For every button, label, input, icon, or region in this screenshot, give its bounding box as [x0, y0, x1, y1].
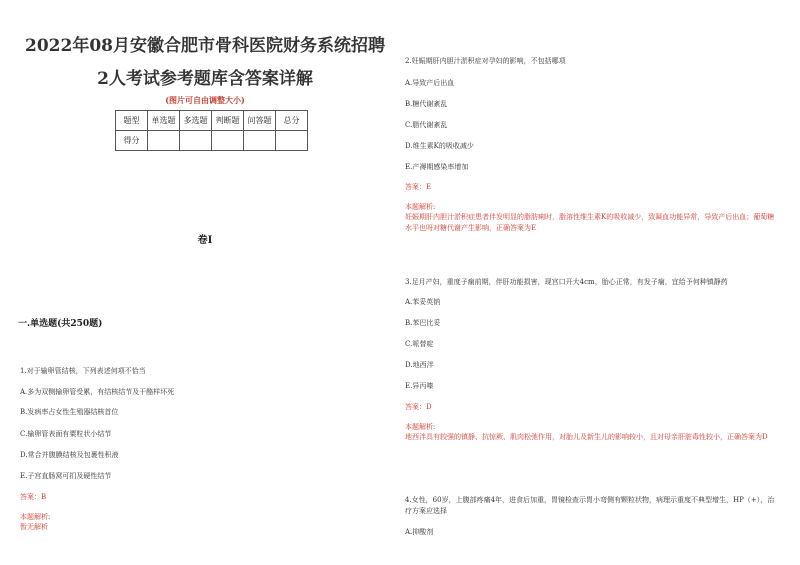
answer-text: 答案：D	[405, 403, 432, 411]
score-header-cell: 单选题	[148, 111, 180, 131]
answer-text: 答案：B	[20, 493, 47, 501]
score-header-cell: 多选题	[180, 111, 212, 131]
score-table-header-row	[116, 111, 308, 131]
question-option: B.糖代谢紊乱	[405, 100, 448, 108]
score-header-cell: 题型	[116, 111, 148, 131]
analysis-text: 地西泮具有较强的镇静、抗惊厥、肌肉松弛作用，对胎儿及新生儿的影响较小，且对母亲肝脏毒性较小，正确答案为D	[405, 433, 768, 441]
analysis-label: 本题解析:	[405, 423, 436, 431]
answer-text: 答案：E	[405, 183, 432, 191]
question-option: E.产褥期感染率增加	[405, 163, 469, 171]
score-header-cell: 判断题	[212, 111, 244, 131]
question-stem: 1.对于输卵管结核，下列表述何项不恰当	[20, 367, 146, 375]
page-title-line1: 2022年08月安徽合肥市骨科医院财务系统招聘	[25, 36, 385, 56]
analysis-label: 本题解析:	[405, 203, 436, 211]
score-header-cell: 问答题	[244, 111, 276, 131]
question-option: C.哌替啶	[405, 340, 434, 348]
question-stem: 4.女性，60岁，上腹部疼痛4年，进食后加重，胃镜检查示胃小弯侧有颗粒状物，病理示重度不典型增生，HP（+），治疗方案应选择	[405, 496, 775, 515]
score-cell	[276, 131, 308, 151]
right-column	[400, 0, 800, 565]
score-cell	[244, 131, 276, 151]
analysis-text: 妊娠期肝内胆汁淤积症患者伴发明显的脂肪痢时，脂溶性维生素K的吸收减少，致凝血功能异常，导致产后出血；葡萄糖水平也呀对糖代谢产生影响，正确答案为E	[405, 213, 775, 232]
question-option: C.输卵管表面有粟粒状小结节	[20, 430, 112, 438]
analysis-label: 本题解析:	[20, 513, 51, 521]
question-option: B.发病率占女性生殖器结核首位	[20, 408, 119, 416]
question-option: D.常合并腹膜结核及包裹性积液	[20, 451, 119, 459]
score-table	[115, 110, 308, 151]
question-option: C.脂代谢紊乱	[405, 121, 448, 129]
question-option: A.导致产后出血	[405, 79, 455, 87]
question-option: A.苯妥英钠	[405, 298, 441, 306]
score-table-row	[116, 131, 308, 151]
score-cell	[180, 131, 212, 151]
score-cell	[212, 131, 244, 151]
score-row-label: 得分	[116, 131, 148, 151]
question-option: D.地西泮	[405, 361, 434, 369]
question-stem: 3.足月产妇，重度子痫前期，伴肝功能损害，现宫口开大4cm，胎心正常，有发子痫，宜给予何种镇静药	[405, 278, 728, 286]
score-cell	[148, 131, 180, 151]
analysis-text: 暂无解析	[20, 523, 48, 531]
question-option: A.抑酸剂	[405, 528, 434, 536]
score-header-cell: 总分	[276, 111, 308, 131]
section-title: 一.单选题(共250题)	[18, 319, 103, 329]
question-option: B.苯巴比妥	[405, 319, 441, 327]
volume-heading: 卷I	[197, 235, 213, 246]
question-option: A.多为双侧输卵管受累，有结核结节及干酪样坏死	[20, 388, 175, 396]
question-option: E.子宫直肠窝可扪及硬性结节	[20, 472, 112, 480]
question-option: E.异丙嗪	[405, 382, 434, 390]
image-note: (图片可自由调整大小)	[165, 95, 245, 105]
page-title-line2: 2人考试参考题库含答案详解	[97, 69, 313, 89]
question-option: D.维生素K的吸收减少	[405, 142, 474, 150]
question-stem: 2.妊娠期肝内胆汁淤积症对孕妇的影响，不包括哪项	[405, 57, 566, 65]
